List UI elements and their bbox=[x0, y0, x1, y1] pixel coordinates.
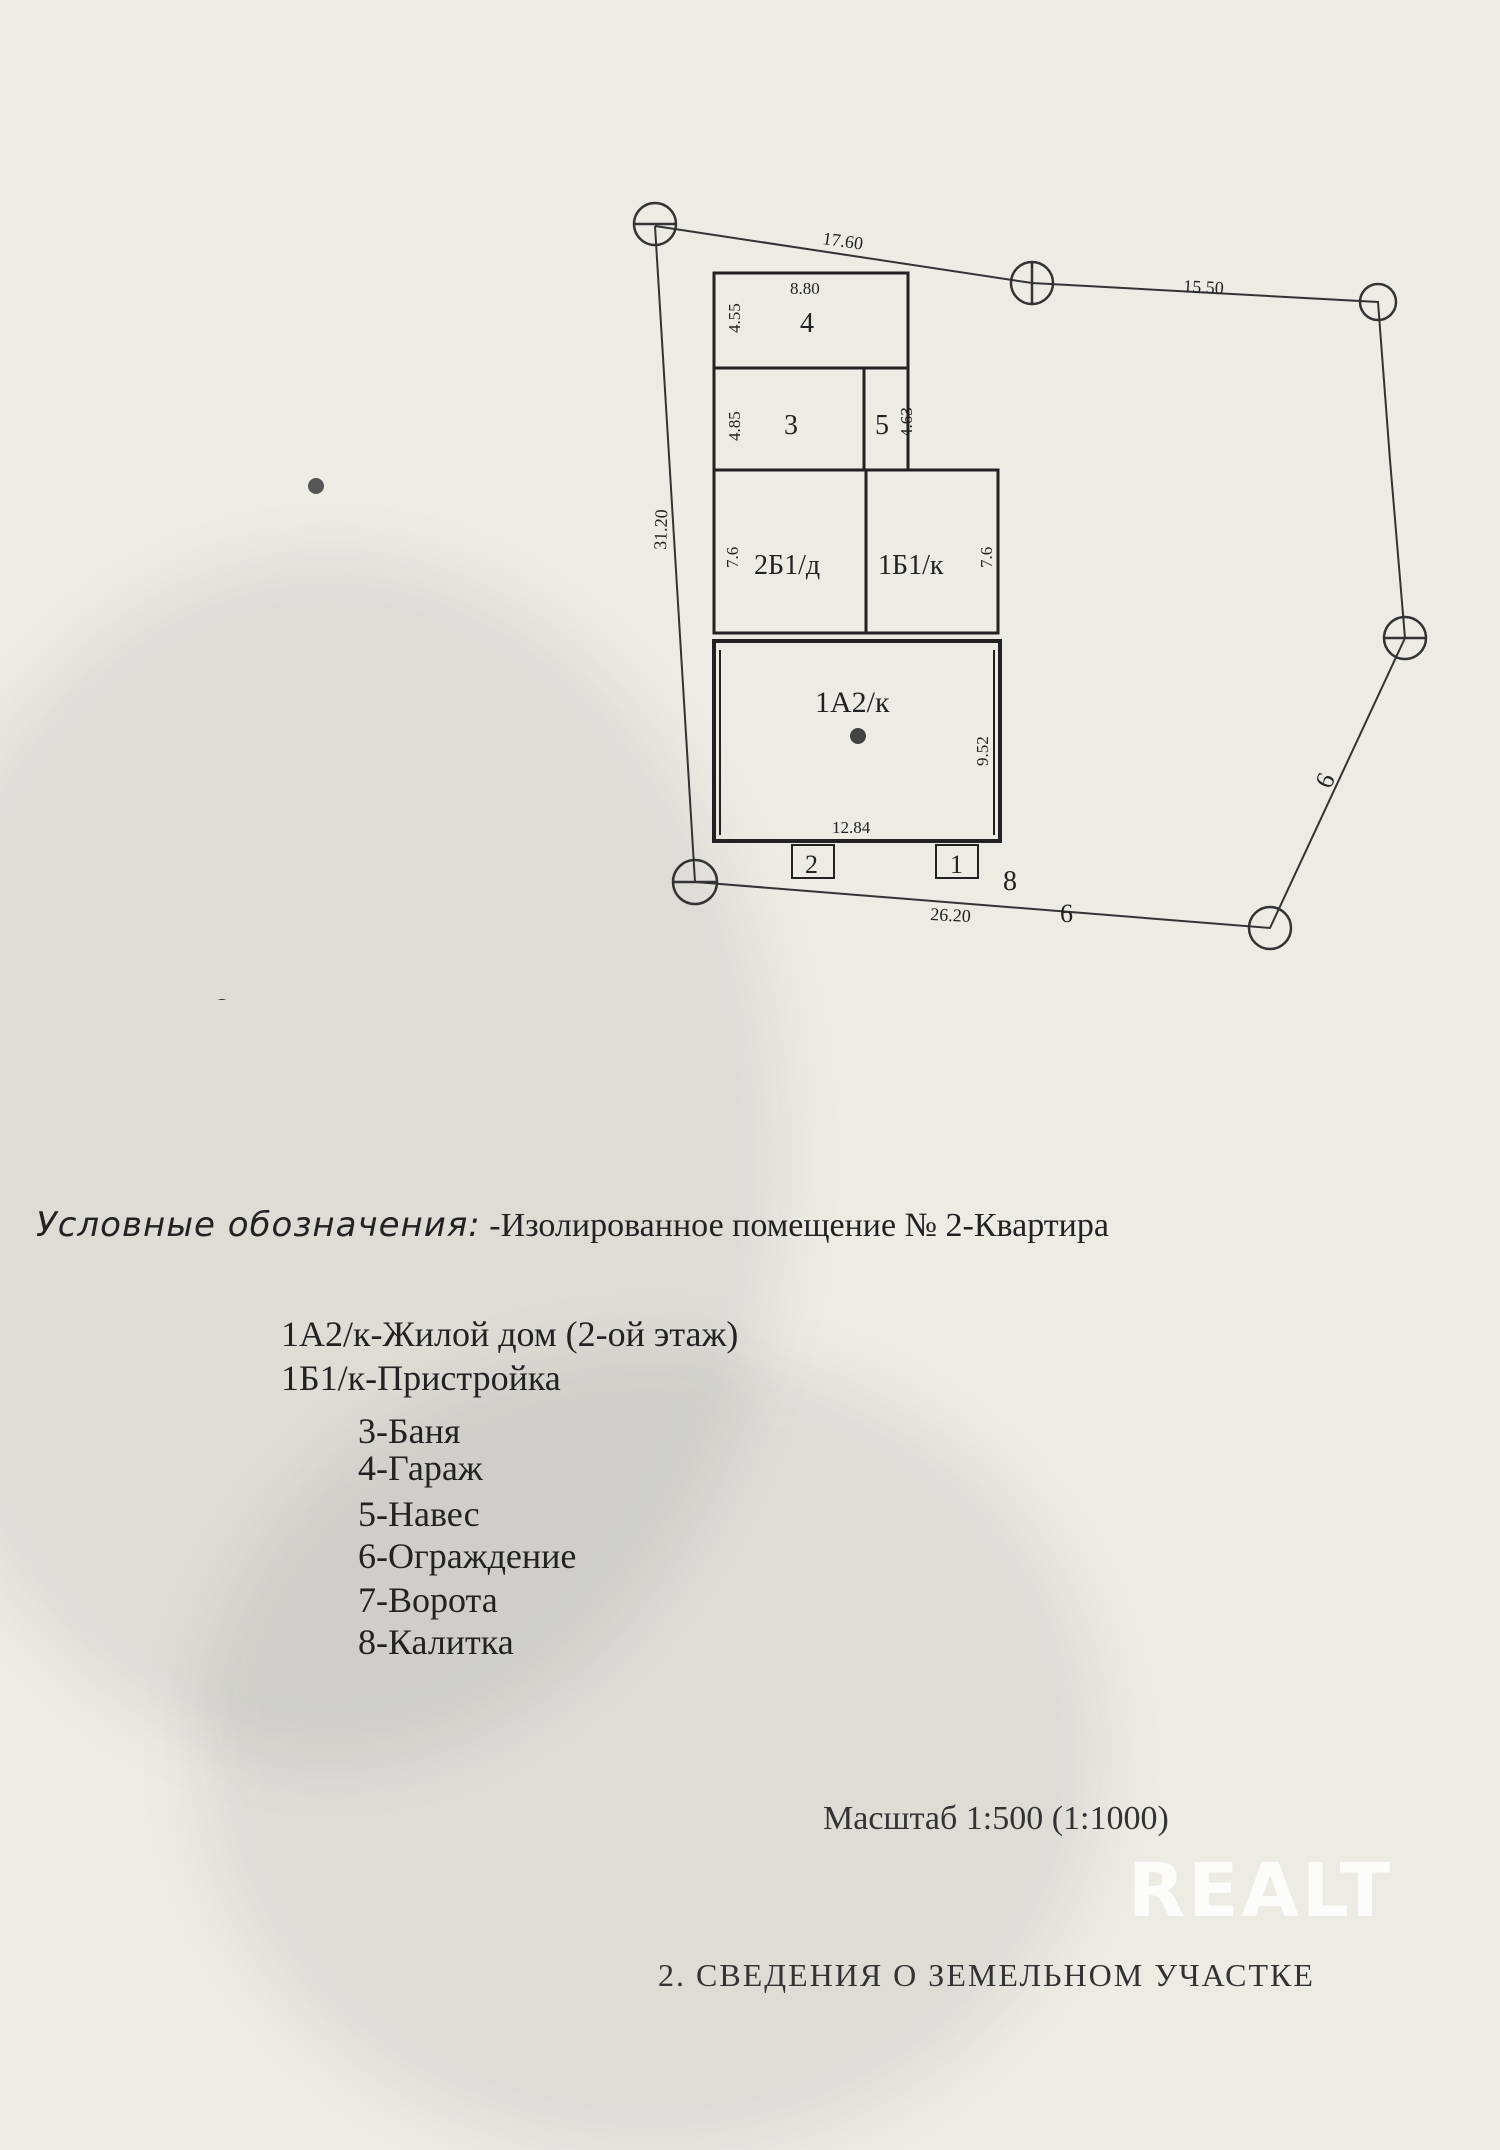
legend-item: 7-Ворота bbox=[358, 1580, 498, 1620]
label-house: 1А2/к bbox=[815, 686, 890, 719]
watermark-logo: REALT bbox=[1128, 1848, 1394, 1934]
dim-building4-width: 8.80 bbox=[790, 279, 820, 298]
label-extension-right: 1Б1/к bbox=[878, 550, 944, 581]
legend-item: 1Б1/к-Пристройка bbox=[281, 1358, 561, 1398]
dim-bottom: 26.20 bbox=[929, 904, 972, 927]
ink-spot bbox=[213, 999, 231, 1000]
dim-top-left: 17.60 bbox=[821, 228, 865, 254]
label-marker6b: 6 bbox=[1309, 768, 1341, 793]
label-marker6: 6 bbox=[1060, 899, 1073, 928]
legend-item: 1А2/к-Жилой дом (2-ой этаж) bbox=[281, 1314, 739, 1354]
dim-building3-height: 4.85 bbox=[725, 411, 744, 441]
legend-item: 6-Ограждение bbox=[358, 1536, 577, 1576]
label-marker1: 1 bbox=[950, 850, 963, 879]
dim-building4-height: 4.55 bbox=[725, 303, 744, 333]
label-building4: 4 bbox=[800, 308, 814, 339]
label-building3: 3 bbox=[784, 410, 798, 441]
dim-building5-height: 4.63 bbox=[897, 407, 916, 437]
dim-house-width: 12.84 bbox=[832, 818, 871, 837]
dim-top-right: 15.50 bbox=[1182, 276, 1225, 299]
dim-left: 31.20 bbox=[650, 508, 672, 551]
legend-item: 8-Калитка bbox=[358, 1622, 514, 1662]
dim-ext-right-height: 7.6 bbox=[977, 546, 996, 568]
paper-shadow bbox=[200, 1350, 1100, 2150]
label-marker2: 2 bbox=[805, 850, 818, 879]
boundary-markers bbox=[634, 203, 1426, 949]
label-marker8: 8 bbox=[1003, 866, 1017, 897]
legend-label: Условные обозначения: bbox=[36, 1205, 481, 1245]
site-plan bbox=[0, 0, 1500, 1000]
section-title: 2. СВЕДЕНИЯ О ЗЕМЕЛЬНОМ УЧАСТКЕ bbox=[658, 1957, 1315, 1993]
legend-heading bbox=[36, 1205, 1109, 1245]
legend-value: -Изолированное помещение № 2-Квартира bbox=[489, 1207, 1109, 1244]
dim-house-height: 9.52 bbox=[973, 736, 992, 766]
legend-item: 3-Баня bbox=[358, 1411, 461, 1451]
legend-item: 4-Гараж bbox=[358, 1448, 483, 1488]
center-mark-icon bbox=[850, 728, 866, 744]
label-building5: 5 bbox=[875, 410, 889, 441]
scale-note: Масштаб 1:500 (1:1000) bbox=[823, 1800, 1169, 1837]
label-extension-left: 2Б1/д bbox=[754, 550, 821, 581]
ink-spot bbox=[308, 478, 324, 494]
legend-item: 5-Навес bbox=[358, 1494, 480, 1534]
dim-ext-left-height: 7.6 bbox=[723, 546, 742, 568]
